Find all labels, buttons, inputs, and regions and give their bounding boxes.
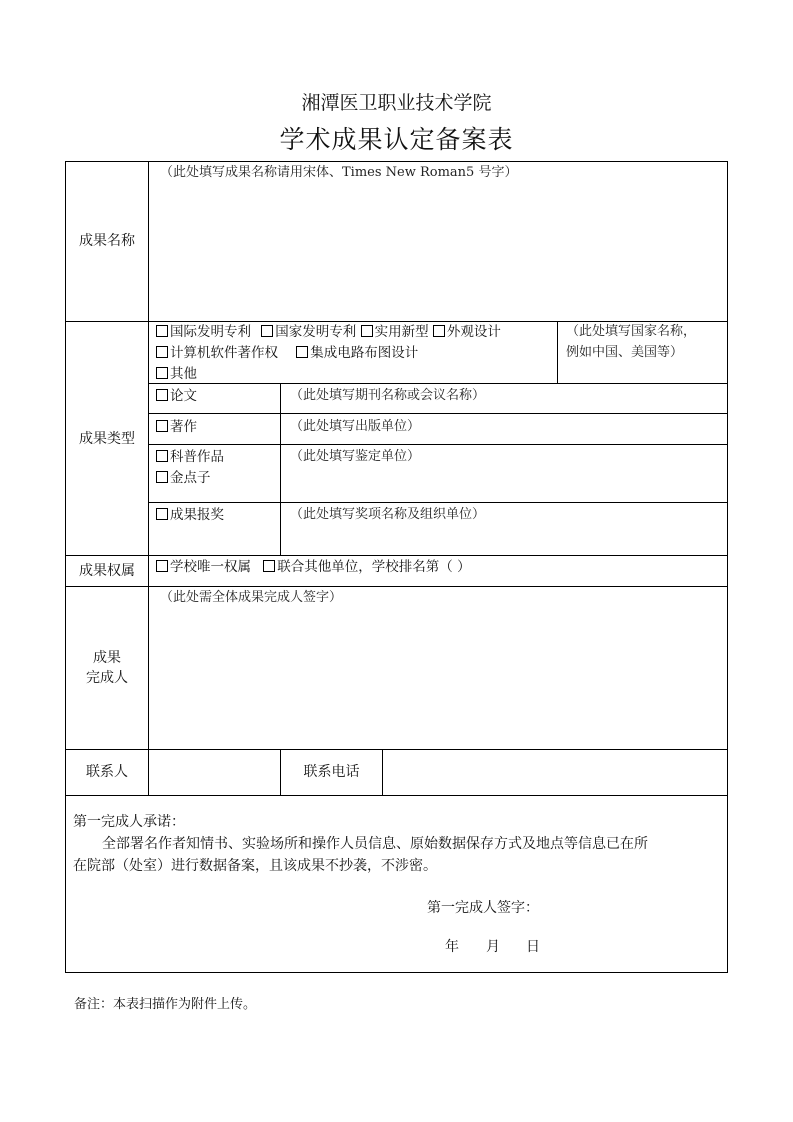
date-month: 月	[486, 939, 500, 955]
option-book[interactable]: 著作	[156, 417, 197, 437]
book-hint: （此处填写出版单位）	[290, 419, 421, 434]
patent-options-row2	[156, 343, 418, 363]
option-school-sole-ownership[interactable]: 学校唯一权属	[156, 557, 251, 577]
checkbox-icon	[156, 346, 168, 358]
option-utility-model[interactable]: 实用新型	[361, 322, 429, 342]
patent-options-row1	[156, 322, 501, 342]
ownership-options	[156, 557, 471, 577]
patent-country-hint-line2: 例如中国、美国等）	[566, 345, 684, 360]
checkbox-icon	[156, 560, 168, 572]
first-completer-signature-label: 第一完成人签字：	[427, 900, 539, 916]
option-ic-layout-design[interactable]: 集成电路布图设计	[296, 343, 418, 363]
contact-label: 联系人	[86, 764, 128, 780]
commitment-body-line2: 在院部（处室）进行数据备案，且该成果不抄袭，不涉密。	[73, 858, 437, 874]
checkbox-icon	[261, 325, 273, 337]
completers-label-line2: 完成人	[86, 670, 128, 686]
popsci-hint: （此处填写鉴定单位）	[290, 449, 421, 464]
checkbox-icon	[296, 346, 308, 358]
checkbox-icon	[156, 508, 168, 520]
checkbox-icon	[361, 325, 373, 337]
achievement-name-hint: （此处填写成果名称请用宋体、Times New Roman5 号字）	[160, 165, 518, 180]
date-year: 年	[445, 939, 459, 955]
option-award[interactable]: 成果报奖	[156, 505, 224, 525]
date-day: 日	[526, 939, 540, 955]
achievement-type-label: 成果类型	[79, 431, 135, 447]
checkbox-icon	[156, 420, 168, 432]
phone-label: 联系电话	[303, 764, 360, 780]
checkbox-icon	[156, 471, 168, 483]
achievement-name-label: 成果名称	[79, 233, 135, 249]
checkbox-icon	[433, 325, 445, 337]
paper-hint: （此处填写期刊名称或会议名称）	[290, 388, 486, 403]
option-appearance-design[interactable]: 外观设计	[433, 322, 501, 342]
option-national-invention-patent[interactable]: 国家发明专利	[261, 322, 356, 342]
first-completer-signature-field[interactable]	[550, 896, 720, 920]
checkbox-icon	[263, 560, 275, 572]
checkbox-icon	[156, 450, 168, 462]
commitment-body-line1: 全部署名作者知情书、实验场所和操作人员信息、原始数据保存方式及地点等信息已在所	[102, 836, 648, 852]
award-hint: （此处填写奖项名称及组织单位）	[290, 507, 486, 522]
checkbox-icon	[156, 325, 168, 337]
form-title: 学术成果认定备案表	[279, 125, 514, 154]
completers-label-line1: 成果	[93, 650, 121, 666]
institution-name: 湘潭医卫职业技术学院	[301, 92, 492, 114]
option-other[interactable]: 其他	[156, 364, 197, 384]
option-golden-idea[interactable]: 金点子	[156, 468, 211, 488]
completers-signature-area[interactable]	[150, 610, 725, 746]
option-intl-invention-patent[interactable]: 国际发明专利	[156, 322, 251, 342]
option-popular-science[interactable]: 科普作品	[156, 447, 224, 467]
checkbox-icon	[156, 367, 168, 379]
option-joint-ownership[interactable]: 联合其他单位，学校排名第（ ）	[263, 557, 470, 577]
completers-hint: （此处需全体成果完成人签字）	[160, 590, 343, 605]
patent-country-hint-line1: （此处填写国家名称，	[566, 324, 697, 339]
ownership-label: 成果权属	[79, 563, 135, 579]
option-paper[interactable]: 论文	[156, 386, 197, 406]
commitment-heading: 第一完成人承诺：	[73, 814, 185, 830]
checkbox-icon	[156, 389, 168, 401]
achievement-name-field[interactable]	[150, 184, 725, 318]
footer-note: 备注：本表扫描作为附件上传。	[74, 997, 257, 1012]
option-software-copyright[interactable]: 计算机软件著作权	[156, 343, 278, 363]
